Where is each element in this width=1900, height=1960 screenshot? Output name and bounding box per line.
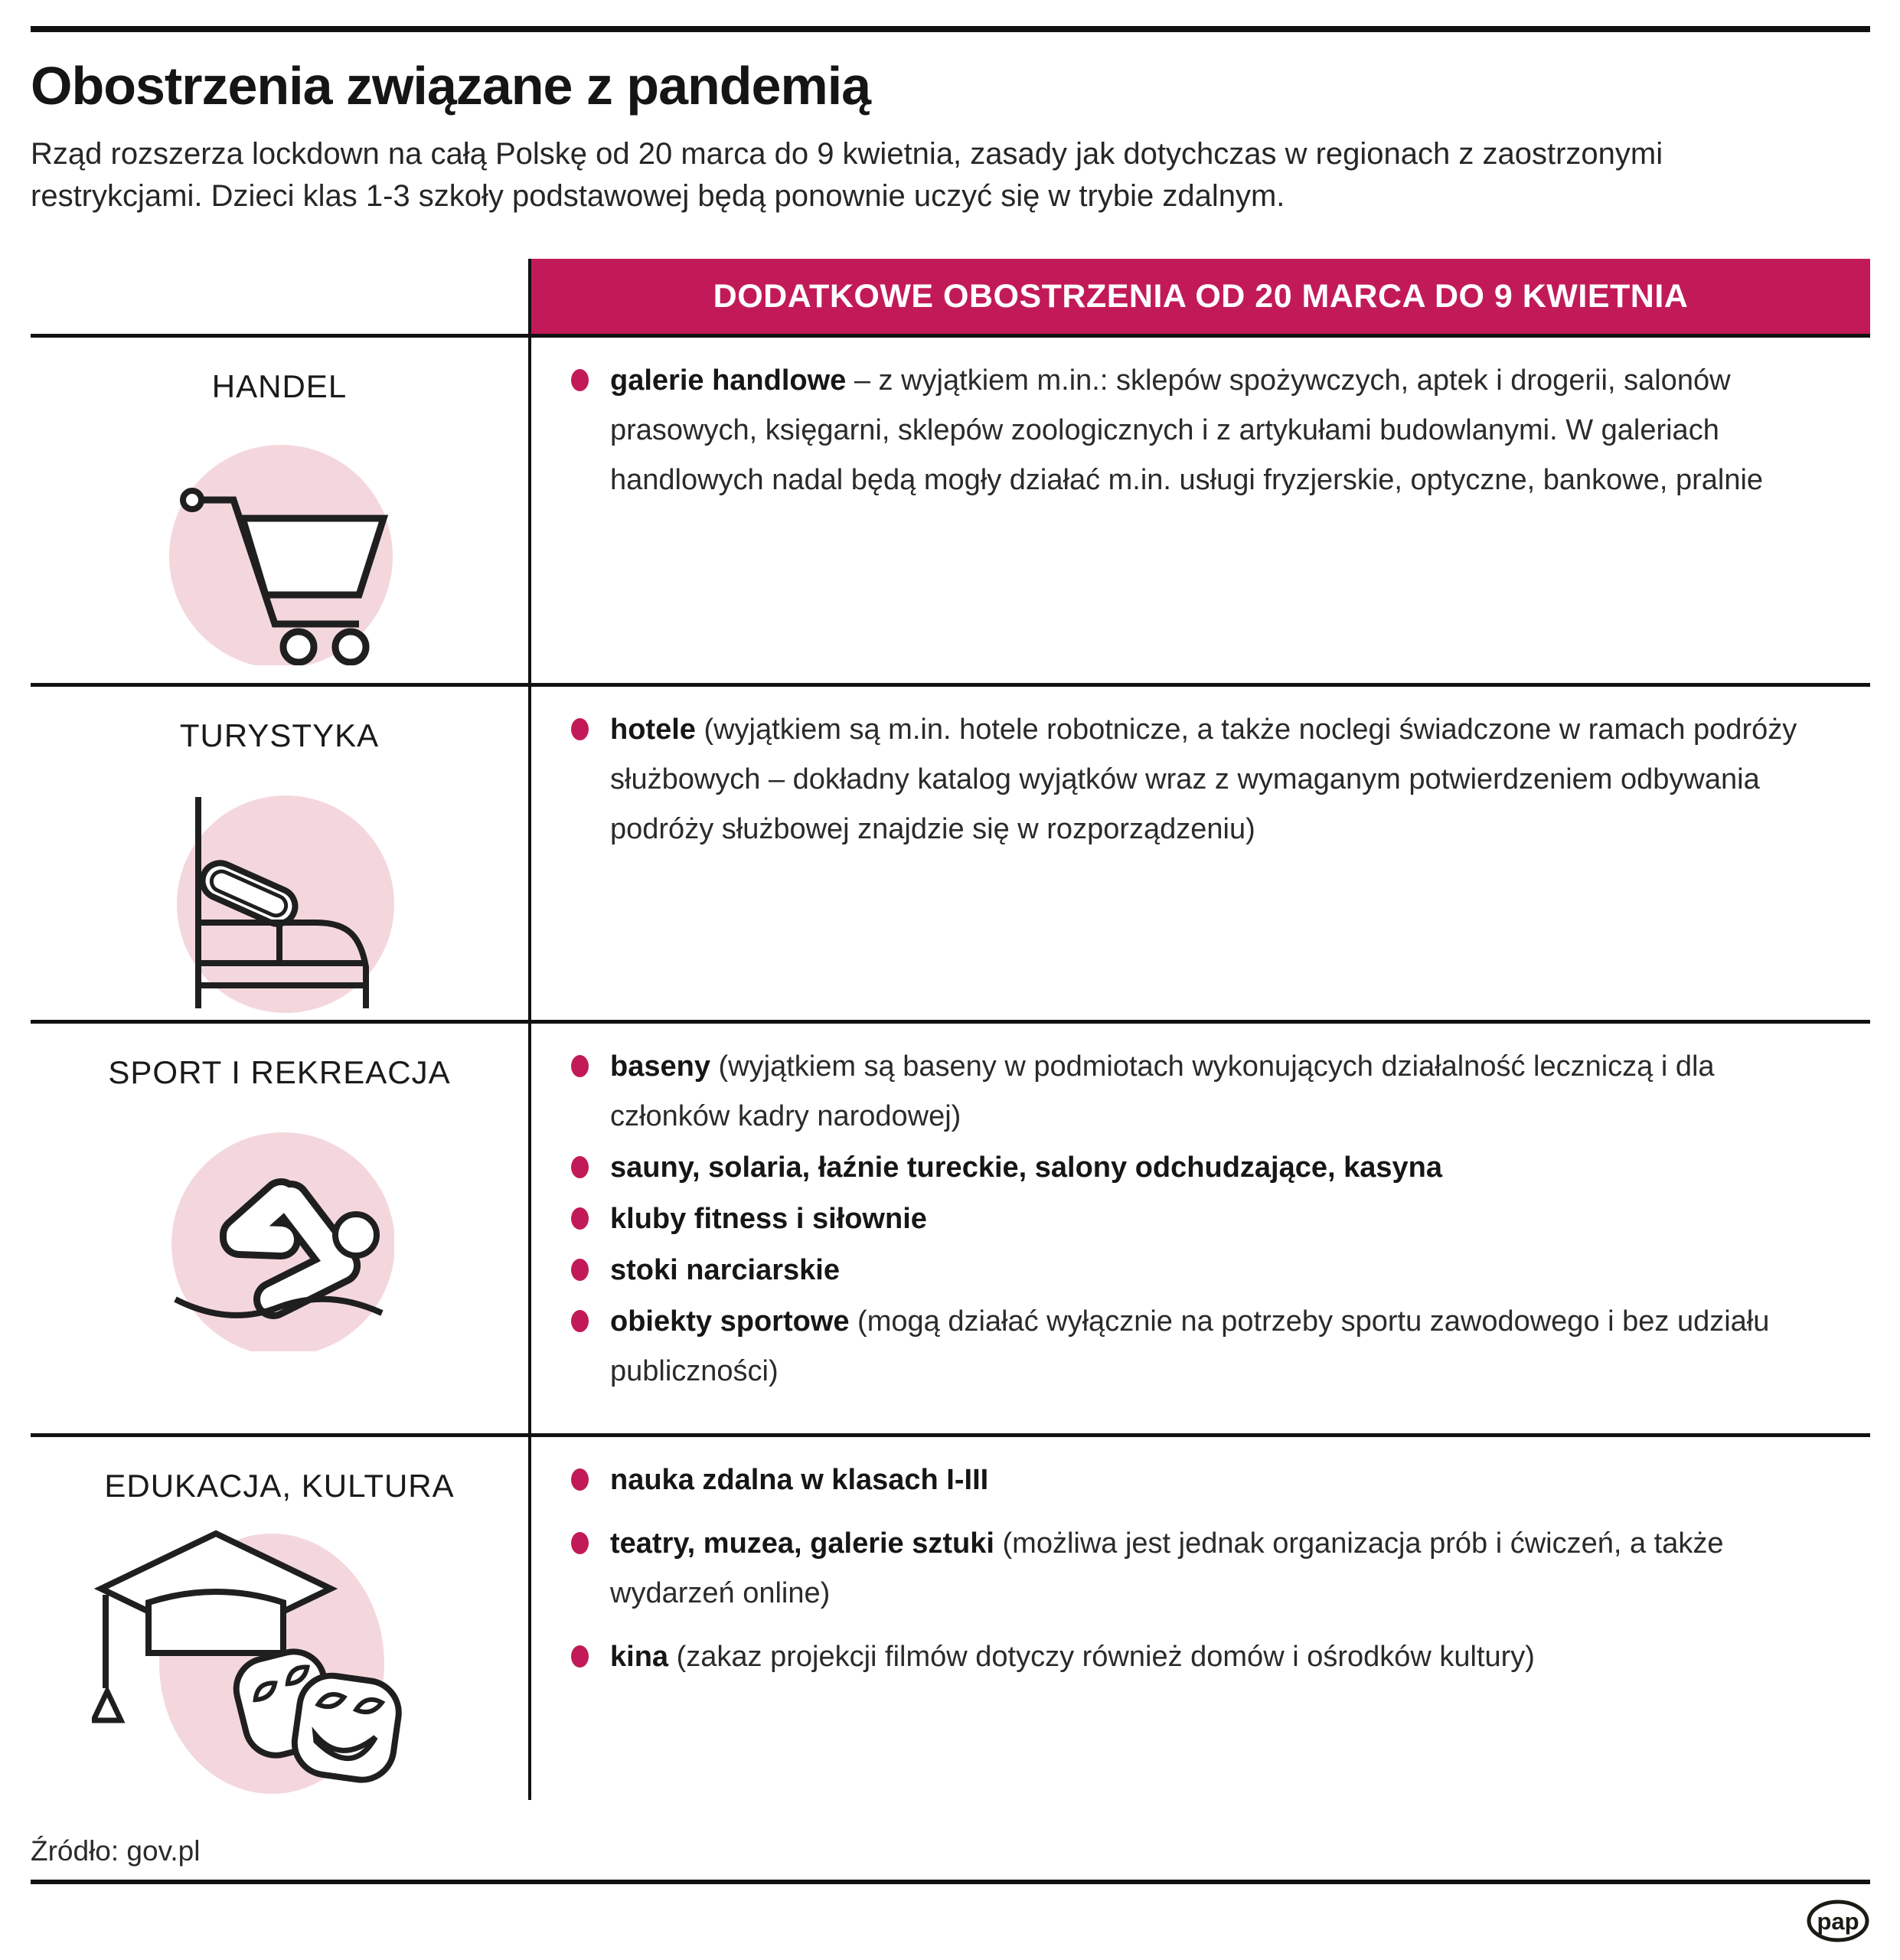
list-item: [571, 356, 1801, 505]
table-row-handel: [31, 334, 1870, 683]
item-bold: obiekty sportowe: [610, 1305, 850, 1338]
table-header-row: [31, 259, 1870, 334]
item-bold: teatry, muzea, galerie sztuki: [610, 1527, 994, 1560]
item-bold: hotele: [610, 714, 696, 746]
item-rest: (wyjątkiem są baseny w podmiotach wykonujących działalność leczniczą i dla członków kadry narodowej): [610, 1050, 1715, 1132]
list-item: [571, 1455, 1801, 1505]
item-bold: kluby fitness i siłownie: [610, 1203, 927, 1235]
category-label: SPORT I REKREACJA: [108, 1054, 451, 1090]
item-rest: (zakaz projekcji filmów dotyczy również domów i ośrodków kultury): [668, 1641, 1535, 1673]
page-subtitle: Rząd rozszerza lockdown na całą Polskę od 20 marca do 9 kwietnia, zasady jak dotychczas w regionach z zaostrzonymi restrykcjami. Dzieci klas 1-3 szkoły podstawowej będą ponownie uczyć się w trybie zdalnym.: [31, 137, 1663, 213]
category-cell: [31, 1437, 528, 1800]
list-item: [571, 1246, 1801, 1295]
item-text: [610, 1246, 840, 1295]
bottom-divider: [31, 1880, 1870, 1884]
list-item: [571, 1632, 1801, 1682]
bullet-icon: [571, 1207, 589, 1230]
source-label: Źródło: gov.pl: [31, 1835, 201, 1867]
table-header: DODATKOWE OBOSTRZENIA OD 20 MARCA DO 9 KWIETNIA: [528, 259, 1870, 334]
item-text: [610, 1143, 1442, 1193]
item-rest: (wyjątkiem są m.in. hotele robotnicze, a także noclegi świadczone w ramach podróży służbowych – dokładny katalog wyjątków wraz z wymaganym potwierdzeniem odbywania podróży służbowej znajdzie się w rozporządzeniu): [610, 714, 1797, 845]
restrictions-table: [31, 259, 1870, 1800]
category-cell: [31, 338, 528, 683]
category-cell: [31, 687, 528, 1020]
bullet-icon: [571, 369, 589, 391]
category-label: HANDEL: [211, 368, 348, 404]
bullet-icon: [571, 1156, 589, 1178]
graduation-cap-masks-icon: [92, 1524, 429, 1800]
item-text: [610, 1632, 1535, 1682]
logo-row: [31, 1900, 1870, 1942]
item-bold: nauka zdalna w klasach I-III: [610, 1464, 989, 1496]
item-text: [610, 1297, 1801, 1396]
item-text: [610, 1455, 988, 1505]
list-item: [571, 705, 1801, 854]
item-bold: baseny: [610, 1050, 710, 1083]
item-text: [610, 1194, 927, 1244]
bullet-icon: [571, 718, 589, 740]
bed-icon: [165, 785, 394, 1014]
pap-logo: [1806, 1900, 1870, 1942]
item-rest: (mogą działać wyłącznie na potrzeby sportu zawodowego i bez udziału publiczności): [610, 1305, 1770, 1387]
item-bold: galerie handlowe: [610, 364, 847, 397]
item-text: [610, 705, 1801, 854]
page-title: Obostrzenia związane z pandemią: [31, 56, 871, 116]
swimmer-icon: [165, 1122, 394, 1351]
items-cell: [528, 1437, 1870, 1800]
header-spacer: [31, 259, 528, 334]
items-cell: [528, 1024, 1870, 1433]
bullet-icon: [571, 1645, 589, 1668]
item-bold: stoki narciarskie: [610, 1254, 840, 1286]
shopping-cart-icon: [165, 436, 394, 665]
table-row-sport: [31, 1020, 1870, 1433]
list-item: [571, 1042, 1801, 1142]
list-item: [571, 1297, 1801, 1396]
item-bold: kina: [610, 1641, 669, 1673]
category-label: EDUKACJA, KULTURA: [104, 1468, 455, 1504]
item-rest: – z wyjątkiem m.in.: sklepów spożywczych, aptek i drogerii, salonów prasowych, księgarni, sklepów zoologicznych i z artykułami budowlanymi. W galeriach handlowych nadal będą mogły działać m.in. usługi fryzjerskie, optyczne, bankowe, pralnie: [610, 364, 1764, 496]
bullet-icon: [571, 1310, 589, 1332]
bullet-icon: [571, 1532, 589, 1554]
table-row-edukacja-kultura: [31, 1433, 1870, 1800]
item-text: [610, 1042, 1801, 1142]
list-item: [571, 1143, 1801, 1193]
table-row-turystyka: [31, 683, 1870, 1020]
bullet-icon: [571, 1259, 589, 1281]
items-cell: [528, 687, 1870, 1020]
item-text: [610, 356, 1801, 505]
item-rest: (możliwa jest jednak organizacja prób i ćwiczeń, a także wydarzeń online): [610, 1527, 1724, 1609]
item-bold: sauny, solaria, łaźnie tureckie, salony odchudzające, kasyna: [610, 1152, 1442, 1184]
category-label: TURYSTYKA: [179, 717, 380, 753]
list-item: [571, 1194, 1801, 1244]
item-text: [610, 1519, 1801, 1619]
bullet-icon: [571, 1055, 589, 1077]
pap-logo-text: pap: [1817, 1908, 1859, 1935]
category-cell: [31, 1024, 528, 1433]
list-item: [571, 1519, 1801, 1619]
bullet-icon: [571, 1468, 589, 1491]
top-divider: [31, 26, 1870, 32]
items-cell: [528, 338, 1870, 683]
